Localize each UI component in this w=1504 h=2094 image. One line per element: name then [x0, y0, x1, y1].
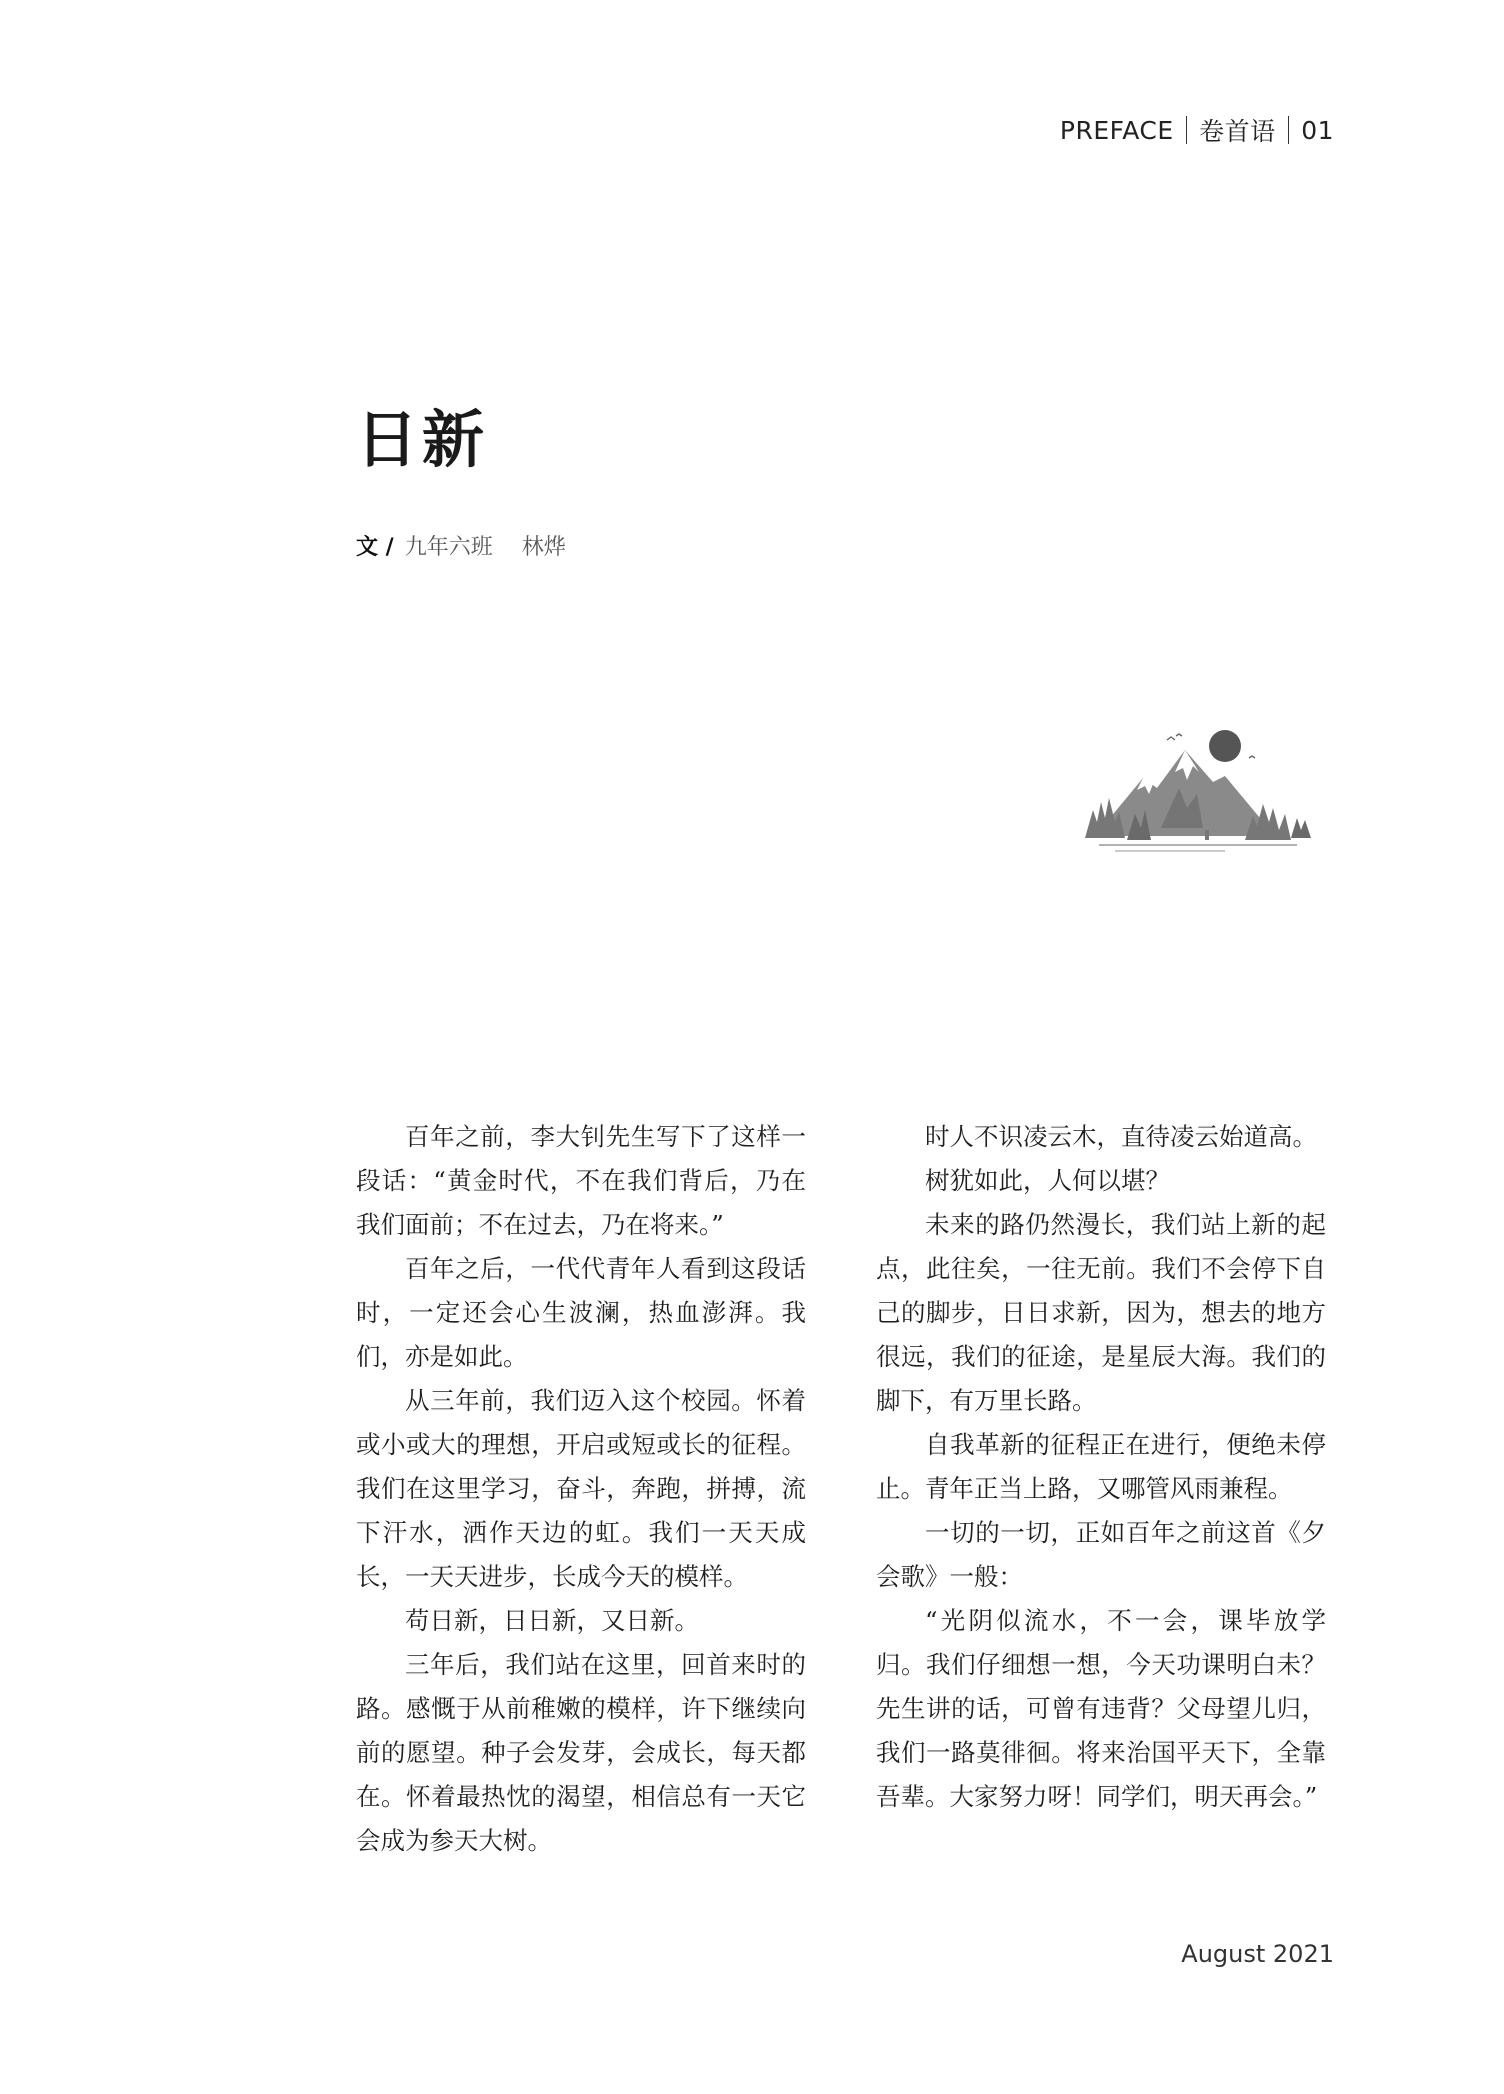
paragraph: 时人不识凌云木，直待凌云始道高。: [925, 1122, 1317, 1151]
section-label: PREFACE: [1059, 115, 1174, 145]
header-divider: [1186, 116, 1188, 144]
paragraph: 未来的路仍然漫长，我们站上新的起点，此往矣，一往无前。我们不会停下自己的脚步，日日求新，因为，想去的地方很远，我们的征途，是星辰大海。我们的脚下，有万里长路。: [876, 1210, 1326, 1415]
article-column-right: [876, 1115, 1326, 1819]
paragraph: 百年之前，李大钊先生写下了这样一段话：“黄金时代，不在我们背后，乃在我们面前；不在过去，乃在将来。”: [356, 1122, 806, 1239]
article-title: 日新: [356, 403, 489, 476]
paragraph: “光阴似流水，不一会，课毕放学归。我们仔细想一想，今天功课明白未？先生讲的话，可曾有违背？父母望儿归，我们一路莫徘徊。将来治国平天下，全靠吾辈。大家努力呀！同学们，明天再会。”: [876, 1606, 1326, 1811]
paragraph: 从三年前，我们迈入这个校园。怀着或小或大的理想，开启或短或长的征程。我们在这里学习，奋斗，奔跑，拼搏，流下汗水，洒作天边的虹。我们一天天成长，一天天进步，长成今天的模样。: [356, 1386, 806, 1591]
article-column-left: [356, 1115, 806, 1863]
header-divider: [1288, 116, 1290, 144]
paragraph: 自我革新的征程正在进行，便绝未停止。青年正当上路，又哪管风雨兼程。: [876, 1430, 1326, 1503]
byline: [356, 530, 566, 561]
section-label-cn: 卷首语: [1199, 117, 1276, 146]
paragraph: 一切的一切，正如百年之前这首《夕会歌》一般：: [876, 1518, 1326, 1591]
author-class: 九年六班: [404, 535, 493, 560]
page-header: [1060, 112, 1334, 148]
author-name: 林烨: [521, 535, 566, 560]
paragraph: 苟日新，日日新，又日新。: [405, 1606, 699, 1635]
byline-lead: 文 /: [356, 535, 394, 560]
paragraph: 百年之后，一代代青年人看到这段话时，一定还会心生波澜，热血澎湃。我们，亦是如此。: [356, 1254, 806, 1371]
mountain-sun-landscape-icon: [1075, 718, 1315, 858]
issue-date: August 2021: [1181, 1940, 1334, 1968]
paragraph: 树犹如此，人何以堪？: [925, 1166, 1170, 1195]
paragraph: 三年后，我们站在这里，回首来时的路。感慨于从前稚嫩的模样，许下继续向前的愿望。种子会发芽，会成长，每天都在。怀着最热忱的渴望，相信总有一天它会成为参天大树。: [356, 1650, 806, 1855]
page-number: 01: [1301, 115, 1334, 145]
